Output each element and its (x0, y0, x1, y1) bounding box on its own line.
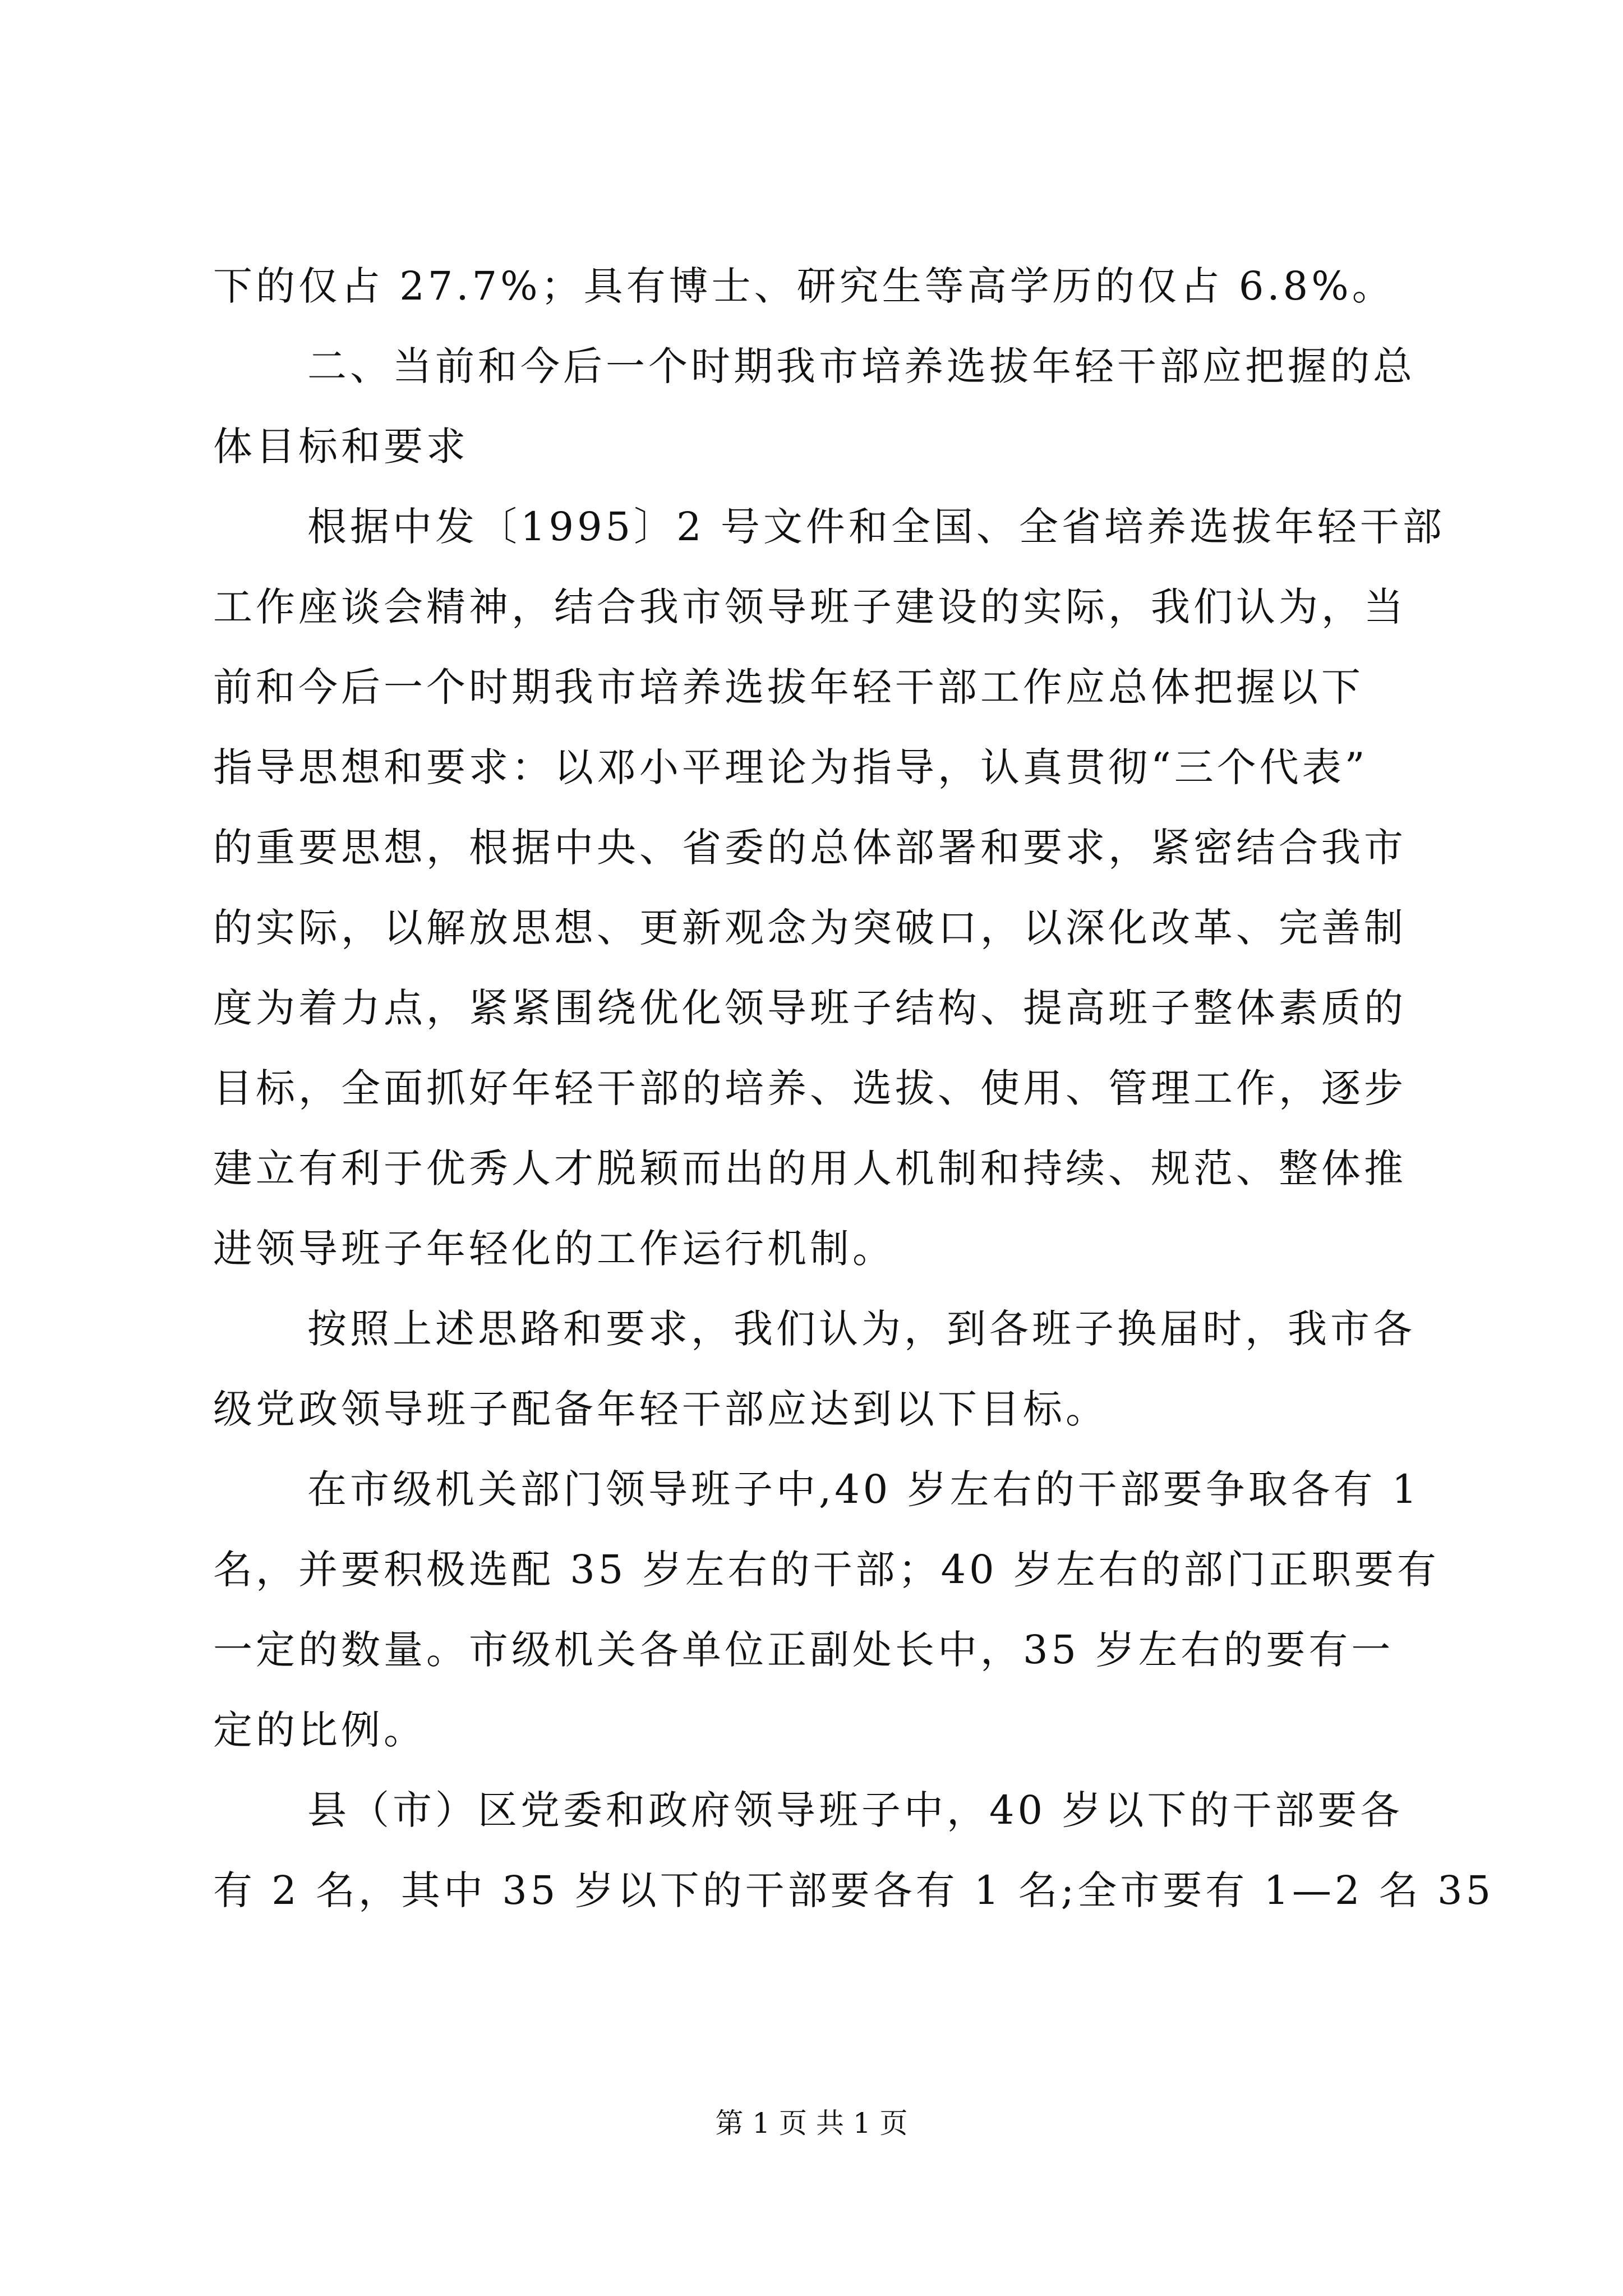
text-line: 度为着力点，紧紧围绕优化领导班子结构、提高班子整体素质的 (213, 985, 1407, 1031)
text-line: 一定的数量。市级机关各单位正副处长中，35 岁左右的要有一 (213, 1627, 1394, 1673)
text-line: 工作座谈会精神，结合我市领导班子建设的实际，我们认为，当 (213, 584, 1407, 630)
section-heading-line: 体目标和要求 (213, 424, 469, 470)
text-line: 的实际，以解放思想、更新观念为突破口，以深化改革、完善制 (213, 905, 1407, 951)
text-line: 下的仅占 27.7%；具有博士、研究生等高学历的仅占 6.8%。 (213, 263, 1395, 309)
text-line: 的重要思想，根据中央、省委的总体部署和要求，紧密结合我市 (213, 825, 1407, 871)
page-number-footer: 第 1 页 共 1 页 (715, 2107, 908, 2139)
section-heading-line: 二、当前和今后一个时期我市培养选拔年轻干部应把握的总 (307, 343, 1415, 389)
text-line: 定的比例。 (213, 1707, 426, 1753)
text-line: 县（市）区党委和政府领导班子中，40 岁以下的干部要各 (307, 1787, 1403, 1833)
text-line: 在市级机关部门领导班子中,40 岁左右的干部要争取各有 1 (307, 1466, 1421, 1512)
text-line: 前和今后一个时期我市培养选拔年轻干部工作应总体把握以下 (213, 664, 1364, 710)
text-line: 按照上述思路和要求，我们认为，到各班子换届时，我市各 (307, 1306, 1415, 1352)
text-line: 建立有利于优秀人才脱颖而出的用人机制和持续、规范、整体推 (213, 1145, 1407, 1191)
text-line: 根据中发〔1995〕2 号文件和全国、全省培养选拔年轻干部 (307, 504, 1445, 550)
text-line: 有 2 名，其中 35 岁以下的干部要各有 1 名;全市要有 1—2 名 35 (213, 1867, 1495, 1913)
text-line: 名，并要积极选配 35 岁左右的干部；40 岁左右的部门正职要有 (213, 1547, 1440, 1593)
text-line: 目标，全面抓好年轻干部的培养、选拔、使用、管理工作，逐步 (213, 1065, 1407, 1111)
text-line: 指导思想和要求：以邓小平理论为指导，认真贯彻“三个代表” (213, 744, 1368, 790)
text-line: 级党政领导班子配备年轻干部应达到以下目标。 (213, 1386, 1108, 1432)
text-line: 进领导班子年轻化的工作运行机制。 (213, 1226, 895, 1272)
